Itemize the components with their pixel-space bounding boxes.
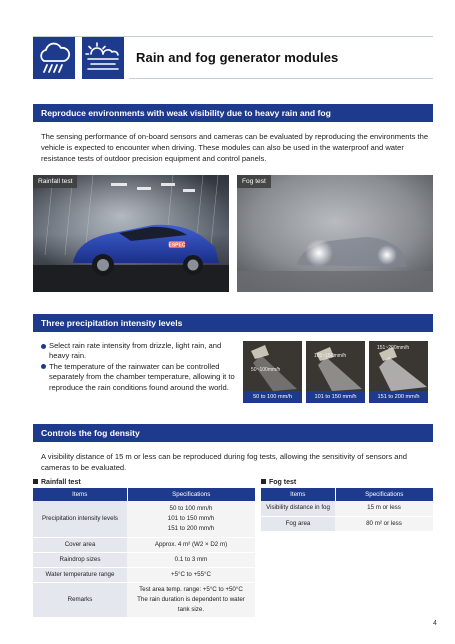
section-heading-precipitation: Three precipitation intensity levels bbox=[33, 314, 433, 332]
fog-test-label: Fog test bbox=[237, 175, 271, 188]
spray-label-high: 151 to 200 mm/h bbox=[369, 391, 428, 403]
table-row bbox=[33, 567, 255, 582]
page-title: Rain and fog generator modules bbox=[136, 50, 339, 65]
row-label: Water temperature range bbox=[33, 567, 127, 582]
section-body-visibility: The sensing performance of on-board sensors and cameras can be evaluated by reproducing the environments the vehicle is expected to encounter when driving. These modules can also be used in the waterproof and water resistance tests of outdoor precision equipment and control panels. bbox=[41, 132, 429, 163]
spray-tag-low: 50~100mm/h bbox=[251, 367, 281, 373]
spray-label-mid: 101 to 150 mm/h bbox=[306, 391, 365, 403]
page-number: 4 bbox=[433, 620, 437, 627]
table-row bbox=[261, 516, 433, 531]
row-value: +5°C to +55°C bbox=[127, 567, 255, 582]
section-heading-fog-density: Controls the fog density bbox=[33, 424, 433, 442]
spray-tag-high: 151~200mm/h bbox=[377, 345, 410, 351]
rainfall-spec-table bbox=[33, 488, 255, 618]
column-header: Specifications bbox=[335, 488, 433, 501]
fog-table-title: Fog test bbox=[261, 479, 296, 486]
spray-photo-mid bbox=[306, 341, 365, 403]
table-row bbox=[33, 552, 255, 567]
table-row bbox=[261, 501, 433, 516]
row-label: Cover area bbox=[33, 537, 127, 552]
column-header: Specifications bbox=[127, 488, 255, 501]
section-heading-visibility: Reproduce environments with weak visibility due to heavy rain and fog bbox=[33, 104, 433, 122]
table-row bbox=[33, 537, 255, 552]
row-label: Raindrop sizes bbox=[33, 552, 127, 567]
title-rule bbox=[129, 78, 433, 79]
list-item: The temperature of the rainwater can be controlled separately from the chamber temperature, allowing it to reproduce the rain conditions found around the world. bbox=[41, 362, 241, 393]
square-bullet-icon bbox=[261, 479, 266, 484]
spray-tag-mid: 101~150mm/h bbox=[314, 353, 347, 359]
sun-fog-icon bbox=[82, 37, 124, 79]
row-label: Fog area bbox=[261, 516, 335, 531]
spray-label-low: 50 to 100 mm/h bbox=[243, 391, 302, 403]
rainfall-table-title: Rainfall test bbox=[33, 479, 81, 486]
list-item: Select rain rate intensity from drizzle, light rain, and heavy rain. bbox=[41, 341, 241, 362]
row-value: 0.1 to 3 mm bbox=[127, 552, 255, 567]
bullet-dot bbox=[41, 364, 46, 369]
fog-test-photo bbox=[237, 175, 433, 292]
row-label: Visibility distance in fog bbox=[261, 501, 335, 516]
car-plate-text: ESPEC bbox=[168, 242, 186, 249]
fog-spec-table bbox=[261, 488, 433, 532]
bullet-dot bbox=[41, 344, 46, 349]
row-label: Remarks bbox=[33, 582, 127, 617]
rain-cloud-icon bbox=[33, 37, 75, 79]
row-value: 80 m² or less bbox=[335, 516, 433, 531]
spray-photo-low bbox=[243, 341, 302, 403]
rainfall-test-photo bbox=[33, 175, 229, 292]
table-header-row bbox=[33, 488, 255, 501]
table-row bbox=[33, 501, 255, 537]
table-row bbox=[33, 582, 255, 617]
column-header: Items bbox=[261, 488, 335, 501]
row-value: Approx. 4 m² (W2 × D2 m) bbox=[127, 537, 255, 552]
row-value: 50 to 100 mm/h 101 to 150 mm/h 151 to 200 mm/h bbox=[127, 501, 255, 537]
row-value: 15 m or less bbox=[335, 501, 433, 516]
rainfall-test-label: Rainfall test bbox=[33, 175, 77, 188]
row-value: Test area temp. range: +5°C to +50°C The rain duration is dependent to water tank size. bbox=[127, 582, 255, 617]
table-header-row bbox=[261, 488, 433, 501]
section-body-fog-density: A visibility distance of 15 m or less can be reproduced during fog tests, allowing the sensitivity of sensors and cameras to be evaluated. bbox=[41, 452, 407, 472]
spray-photo-high bbox=[369, 341, 428, 403]
precipitation-bullets bbox=[41, 341, 241, 393]
square-bullet-icon bbox=[33, 479, 38, 484]
row-label: Precipitation intensity levels bbox=[33, 501, 127, 537]
column-header: Items bbox=[33, 488, 127, 501]
